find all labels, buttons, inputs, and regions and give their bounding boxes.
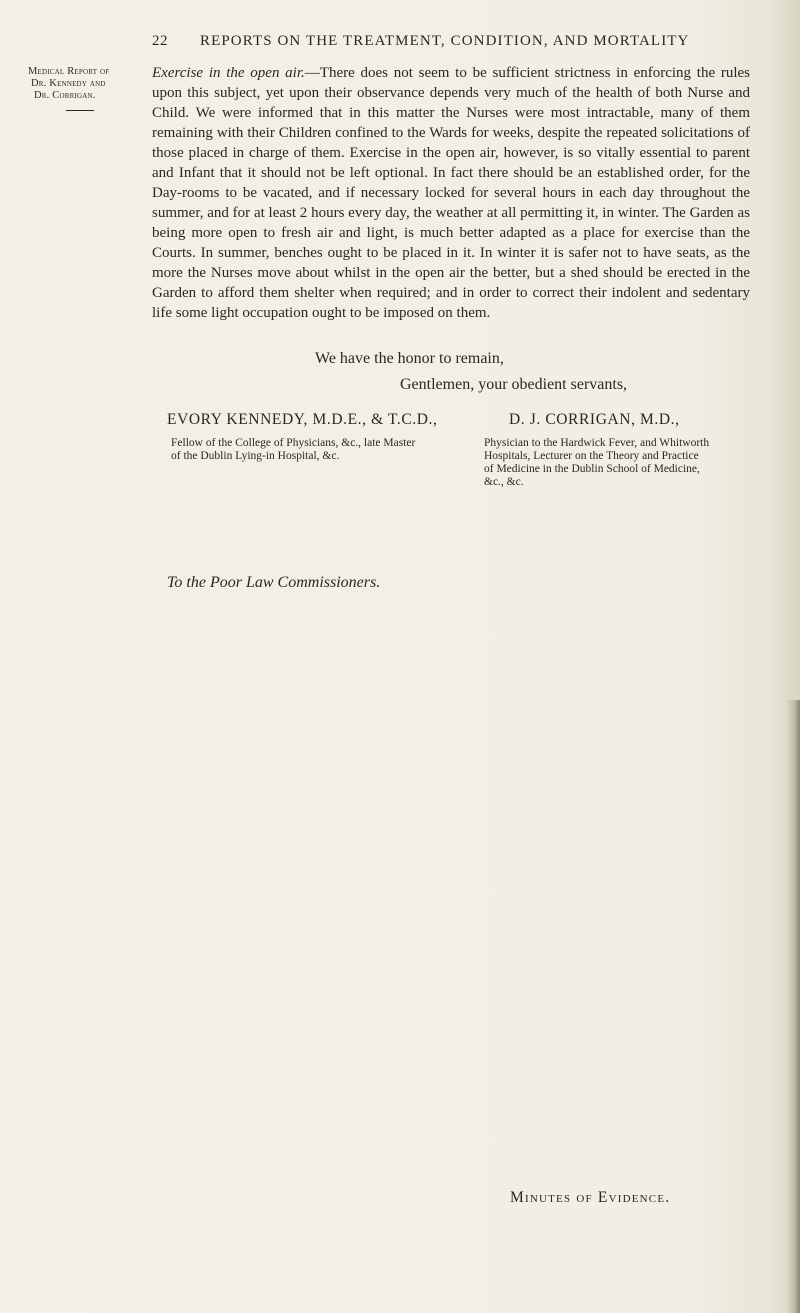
signatory-kennedy xyxy=(167,411,527,463)
signatory-corrigan xyxy=(484,411,754,489)
signatory-description: Physician to the Hardwick Fever, and Whitworth Hospitals, Lecturer on the Theory and Practice of Medicine in the Dublin School of Medicine, &c., &c. xyxy=(484,437,710,488)
page-edge-shadow xyxy=(786,700,800,1313)
section-title: Minutes of Evidence. xyxy=(510,1189,671,1206)
paragraph-text: —There does not seem to be sufficient strictness in enforcing the rules upon this subject, yet upon their observance depends very much of the health of both Nurse and Child. We were informed that in this matter the Nurses were most intractable, many of them remaining with their Children confined to the Wards for weeks, despite the repeated solicitations of those placed in charge of them. Exercise in the open air, however, is so vitally essential to parent and Infant that it should not be left optional. In fact there should be an established order, for the Day-rooms to be vacated, and if necessary locked for several hours in each day throughout the summer, and for at least 2 hours every day, the weather at all permitting it, in winter. The Garden as being more open to fresh air and light, is much better adapted as a place for exercise than the Courts. In summer, benches ought to be placed in it. In winter it is safer not to have seats, as the more the Nurses move about whilst in the open air the better, but a shed should be erected in the Garden to afford them shelter when required; and in order to correct their indolent and sedentary life some light occupation ought to be imposed on them. xyxy=(152,65,750,321)
running-head xyxy=(0,33,800,53)
addressee: To the Poor Law Commissioners. xyxy=(167,574,381,591)
signatory-name: D. J. CORRIGAN, M.D., xyxy=(509,411,680,428)
closing-line-1: We have the honor to remain, xyxy=(315,350,504,367)
signatory-name: EVORY KENNEDY, M.D.E., & T.C.D., xyxy=(167,411,438,428)
signatory-description: Fellow of the College of Physicians, &c., late Master of the Dublin Lying-in Hospital, &c. xyxy=(171,437,416,462)
margin-note-line-3: Dr. Corrigan. xyxy=(34,90,96,101)
margin-note-rule xyxy=(66,110,94,111)
body-paragraph xyxy=(152,63,750,323)
running-title: REPORTS ON THE TREATMENT, CONDITION, AND MORTALITY xyxy=(200,33,690,49)
margin-note-line-1: Medical Report of xyxy=(28,66,110,77)
margin-note xyxy=(28,66,148,111)
closing-line-2: Gentlemen, your obedient servants, xyxy=(400,376,628,393)
page-number: 22 xyxy=(152,33,168,49)
margin-note-line-2: Dr. Kennedy and xyxy=(31,78,106,89)
paragraph-lead: Exercise in the open air. xyxy=(152,65,305,81)
